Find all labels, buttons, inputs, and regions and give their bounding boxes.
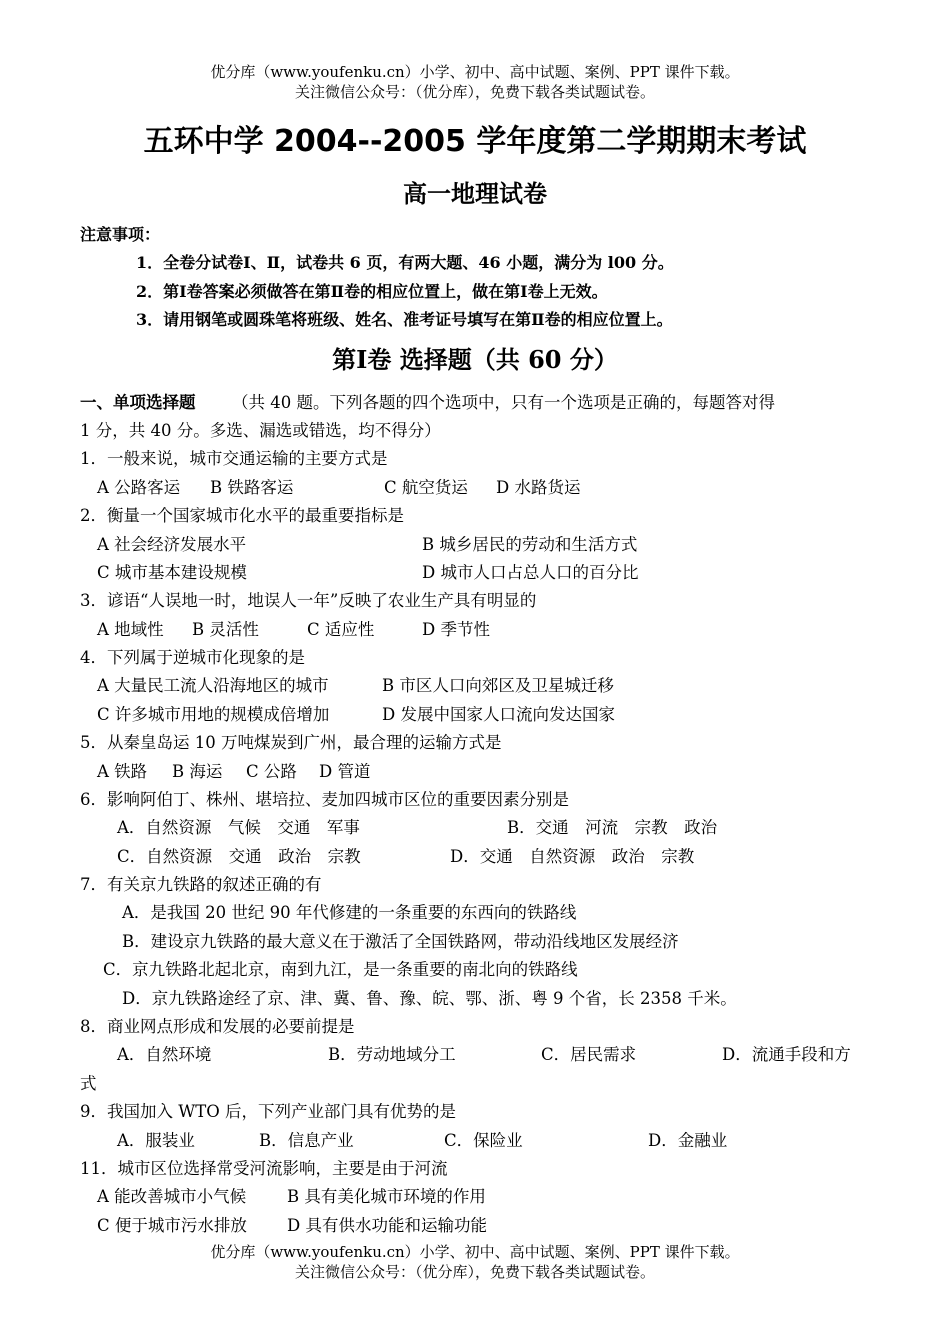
- option-d: D 发展中国家人口流向发达国家: [382, 705, 615, 724]
- option-c: C 城市基本建设规模: [97, 563, 247, 582]
- notes-heading: 注意事项：: [80, 225, 161, 244]
- option-a: A．自然资源 气候 交通 军事: [117, 818, 360, 837]
- part-desc-2: 1 分，共 40 分。多选、漏选或错选，均不得分）: [80, 421, 441, 440]
- option-d: D 季节性: [422, 620, 490, 639]
- question-stem: 4．下列属于逆城市化现象的是: [80, 648, 305, 667]
- option-d: D．交通 自然资源 政治 宗教: [450, 847, 695, 866]
- question-stem: 11．城市区位选择常受河流影响，主要是由于河流: [80, 1159, 448, 1178]
- option-c: C 许多城市用地的规模成倍增加: [97, 705, 330, 724]
- option-b: B．建设京九铁路的最大意义在于激活了全国铁路网，带动沿线地区发展经济: [122, 932, 679, 951]
- option-b: B 城乡居民的劳动和生活方式: [422, 535, 638, 554]
- page-subtitle: 高一地理试卷: [403, 180, 547, 208]
- option-b: B．信息产业: [259, 1131, 354, 1150]
- option-c: C．自然资源 交通 政治 宗教: [117, 847, 361, 866]
- option-a: A．是我国 20 世纪 90 年代修建的一条重要的东西向的铁路线: [122, 903, 577, 922]
- option-b: B 海运: [172, 762, 223, 781]
- option-a: A 地域性: [97, 620, 164, 639]
- option-c: C．保险业: [444, 1131, 523, 1150]
- note-item: 1．全卷分试卷Ⅰ、Ⅱ，试卷共 6 页，有两大题、46 小题，满分为 l00 分。: [136, 253, 674, 272]
- question-stem: 9．我国加入 WTO 后，下列产业部门具有优势的是: [80, 1102, 456, 1121]
- question-stem: 2．衡量一个国家城市化水平的最重要指标是: [80, 506, 404, 525]
- option-a: A 公路客运: [97, 478, 181, 497]
- option-d: D 具有供水功能和运输功能: [287, 1216, 487, 1235]
- option-a: A 能改善城市小气候: [97, 1187, 247, 1206]
- question-stem: 5．从秦皇岛运 10 万吨煤炭到广州，最合理的运输方式是: [80, 733, 502, 752]
- question-stem: 8．商业网点形成和发展的必要前提是: [80, 1017, 355, 1036]
- option-b: B 具有美化城市环境的作用: [287, 1187, 486, 1206]
- question-stem: 3．谚语“人误地一时，地误人一年”反映了农业生产具有明显的: [80, 591, 537, 610]
- note-item: 2．第Ⅰ卷答案必须做答在第Ⅱ卷的相应位置上，做在第Ⅰ卷上无效。: [136, 282, 608, 301]
- option-d: D．流通手段和方: [722, 1045, 851, 1064]
- option-d: D 水路货运: [496, 478, 581, 497]
- footer-line-1: 优分库（www.youfenku.cn）小学、初中、高中试题、案例、PPT 课件下载。: [210, 1243, 740, 1261]
- option-a: A．服装业: [117, 1131, 195, 1150]
- header-line-1: 优分库（www.youfenku.cn）小学、初中、高中试题、案例、PPT 课件下载。: [210, 63, 740, 81]
- option-d: D 管道: [319, 762, 371, 781]
- option-c: C．居民需求: [541, 1045, 637, 1064]
- option-c: C 航空货运: [384, 478, 468, 497]
- option-a: A 大量民工流人沿海地区的城市: [97, 676, 329, 695]
- question-stem: 6．影响阿伯丁、株州、堪培拉、麦加四城市区位的重要因素分别是: [80, 790, 569, 809]
- option-c: C 公路: [246, 762, 297, 781]
- option-c: C 便于城市污水排放: [97, 1216, 247, 1235]
- part-label: 一、单项选择题: [80, 393, 196, 412]
- question-stem: 7．有关京九铁路的叙述正确的有: [80, 875, 322, 894]
- option-d-continued: 式: [80, 1074, 97, 1093]
- question-stem: 1．一般来说，城市交通运输的主要方式是: [80, 449, 388, 468]
- option-b: B．交通 河流 宗教 政治: [507, 818, 718, 837]
- option-a: A 铁路: [97, 762, 148, 781]
- option-c: C 适应性: [307, 620, 375, 639]
- note-item: 3．请用钢笔或圆珠笔将班级、姓名、准考证号填写在第Ⅱ卷的相应位置上。: [136, 310, 673, 329]
- option-d: D．金融业: [648, 1131, 728, 1150]
- option-b: B．劳动地域分工: [328, 1045, 456, 1064]
- page-title: 五环中学 2004--2005 学年度第二学期期末考试: [143, 124, 807, 159]
- option-d: D 城市人口占总人口的百分比: [422, 563, 639, 582]
- header-line-2: 关注微信公众号：（优分库），免费下载各类试题试卷。: [294, 83, 655, 101]
- footer-line-2: 关注微信公众号：（优分库），免费下载各类试题试卷。: [294, 1263, 655, 1281]
- section-title: 第Ⅰ卷 选择题（共 60 分）: [332, 345, 618, 374]
- option-a: A．自然环境: [117, 1045, 212, 1064]
- option-d: D．京九铁路途经了京、津、冀、鲁、豫、皖、鄂、浙、粤 9 个省，长 2358 千米。: [122, 989, 737, 1008]
- option-b: B 市区人口向郊区及卫星城迁移: [382, 676, 614, 695]
- option-b: B 铁路客运: [210, 478, 294, 497]
- part-desc-1: （共 40 题。下列各题的四个选项中，只有一个选项是正确的，每题答对得: [232, 393, 775, 412]
- option-c: C．京九铁路北起北京，南到九江，是一条重要的南北向的铁路线: [103, 960, 578, 979]
- option-b: B 灵活性: [192, 620, 259, 639]
- option-a: A 社会经济发展水平: [97, 535, 247, 554]
